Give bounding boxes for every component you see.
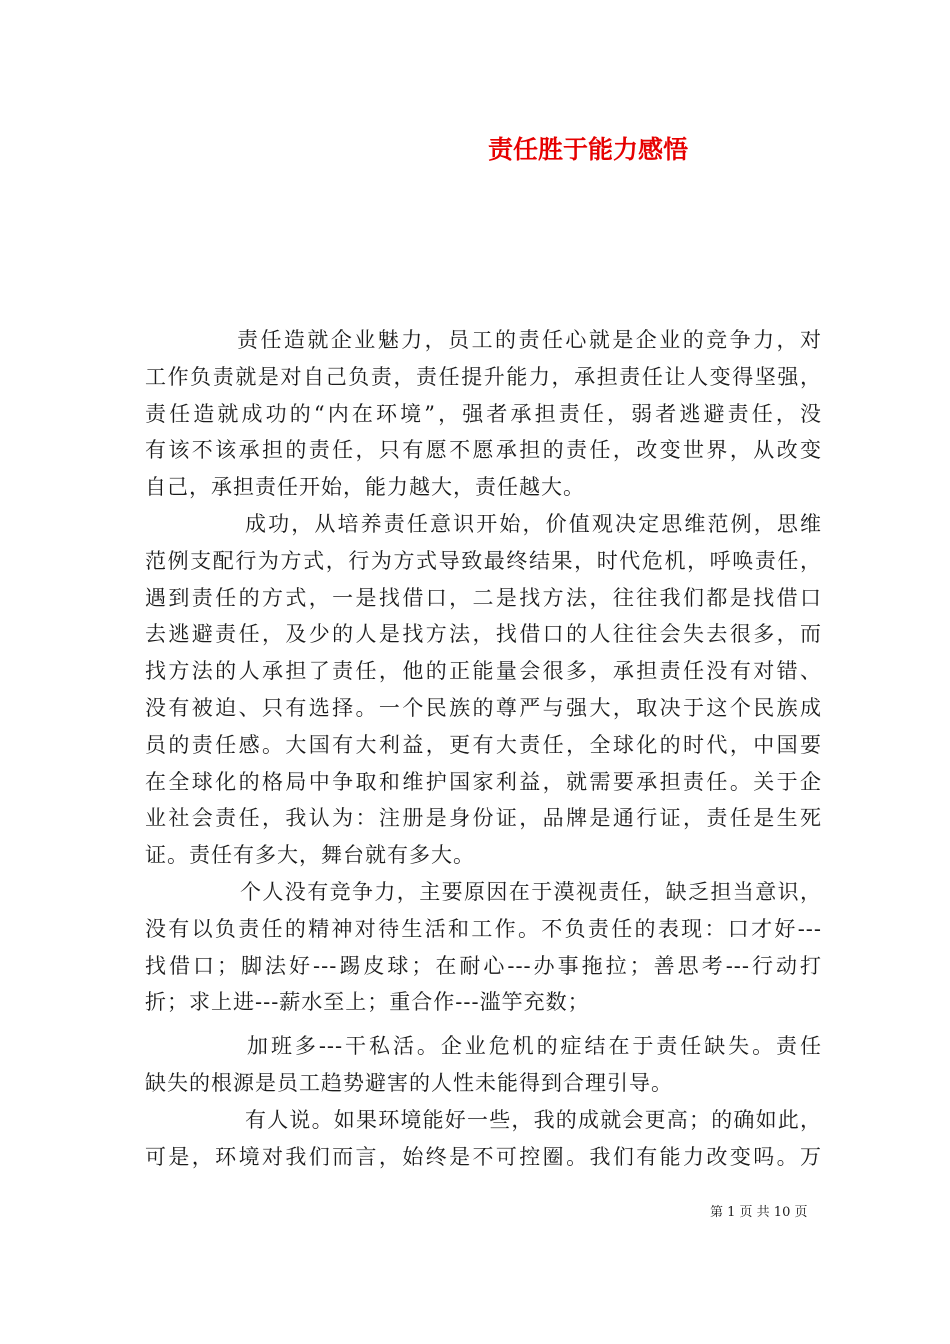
text-line: 去逃避责任，及少的人是找方法，找借口的人往往会失去很多，而	[145, 622, 822, 647]
text-line: 个人没有竞争力，主要原因在于漠视责任，缺乏担当意识，	[240, 879, 822, 904]
text-line: 业社会责任，我认为：注册是身份证，品牌是通行证，责任是生死	[145, 806, 822, 831]
text-line: 没有被迫、只有选择。一个民族的尊严与强大，取决于这个民族成	[145, 695, 822, 720]
paragraph-4	[145, 1028, 822, 1102]
text-line: 自己，承担责任开始，能力越大，责任越大。	[145, 475, 585, 500]
text-line: 在全球化的格局中争取和维护国家利益，就需要承担责任。关于企	[145, 769, 822, 794]
text-line: 没有以负责任的精神对待生活和工作。不负责任的表现：口才好---	[145, 916, 822, 941]
text-line: 折；求上进---薪水至上；重合作---滥竽充数；	[145, 990, 590, 1015]
paragraph-3	[145, 874, 822, 1021]
text-line: 找方法的人承担了责任，他的正能量会很多，承担责任没有对错、	[145, 659, 822, 684]
text-line: 责任造就企业魅力，员工的责任心就是企业的竞争力，对	[237, 328, 822, 352]
paragraph-1	[145, 322, 822, 506]
text-line: 加班多---干私活。企业危机的症结在于责任缺失。责任	[247, 1034, 822, 1059]
document-body	[145, 322, 822, 1175]
document-title: 责任胜于能力感悟	[488, 135, 689, 164]
text-line: 工作负责就是对自己负责，责任提升能力，承担责任让人变得坚强，	[145, 364, 822, 389]
text-line: 范例支配行为方式，行为方式导致最终结果，时代危机，呼唤责任，	[145, 548, 822, 573]
text-line: 成功，从培养责任意识开始，价值观决定思维范例，思维	[245, 511, 822, 536]
text-line: 有人说。如果环境能好一些，我的成就会更高；的确如此，	[245, 1107, 822, 1132]
text-line: 遇到责任的方式，一是找借口，二是找方法，往往我们都是找借口	[145, 585, 822, 610]
paragraph-2	[145, 506, 822, 874]
text-line: 找借口；脚法好---踢皮球；在耐心---办事拖拉；善思考---行动打	[145, 953, 822, 978]
text-line: 员的责任感。大国有大利益，更有大责任，全球化的时代，中国要	[145, 732, 822, 757]
text-line: 责任造就成功的“内在环境”，强者承担责任，弱者逃避责任，没	[145, 401, 822, 426]
text-line: 可是，环境对我们而言，始终是不可控圈。我们有能力改变吗。万	[145, 1144, 822, 1169]
paragraph-5	[145, 1102, 822, 1176]
page-number-footer: 第 1 页 共 10 页	[710, 1205, 808, 1220]
text-line: 缺失的根源是员工趋势避害的人性未能得到合理引导。	[145, 1070, 673, 1095]
text-line: 有该不该承担的责任，只有愿不愿承担的责任，改变世界，从改变	[145, 438, 822, 463]
text-line: 证。责任有多大，舞台就有多大。	[145, 843, 475, 868]
